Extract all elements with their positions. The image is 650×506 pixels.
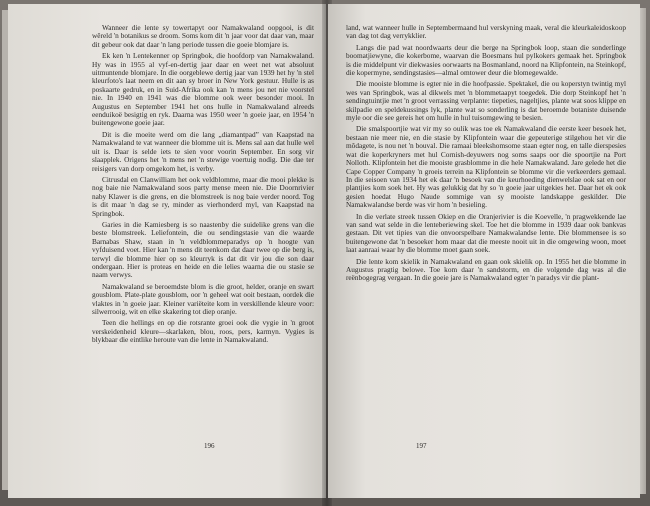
left-page (8, 4, 326, 498)
right-page (328, 4, 640, 498)
paragraph: Die smalspoortjie wat vir my so oulik was toe ek Namakwaland die eerste keer besoek het, bestaan nie meer nie, en die stasie by Klipfontein waar die gepeuterige stilgehou het vir die môdagete, is nou net 'n bouval. Die ramaai bleekshomsome staan egter nog, en talle dierspesies wat die koperkryners met hul Cornish-deyuwers nog soms saaps oor die spoortjie na Port Nolloth. Klipfontein het die mooiste grasblomme in die hele Namakwaland. Jare gelede het die Cape Copper Company 'n groeis terrein na Klipfontein se blomme vir die verkeerders gemaal. In die seisoen van 1934 het ek daar 'n besoek van die keurhoeding dienwelslae ook sat en oor plantjies kom soek het. Hy was gelukkig dat hy so 'n goeie jaar uitgekies het. Daar het ek ook gesien hoedat Hugo Naude sommige van sy mooiste landskappe geskilder. Die Namakwalandse berde was vir hom 'n besieling. (346, 124, 626, 210)
paragraph: land, wat wanneer hulle in Septembermaand hul verskyning maak, veral die kleurkaleidoskoop van dag tot dag verrykklier. (346, 23, 626, 41)
paragraph: Ek ken 'n Lentekenner op Springbok, die hoofdorp van Namakwaland. Hy was in 1955 al vyf-en-dertig jaar daar en weet net wat absoluut uitmuntende blomjare. In die oorgeblewe dertig jaar van 1939 het hy 'n stel kleurfoto's laat neem en dit aan sy broer in New York gestuur. Hulle is as poskaarte gedruk, en in Suid-Afrika ook kan 'n mens jou net nie voorstel nie. In 1940 en 1941 was die blomme ook weer besonder mooi. In Augustus en September 1941 het ons hulle in Namakwaland alreeds eenduikoë besigtig en ryk. Daarna was 1950 weer 'n goeie jaar, en 1954 'n buitengewone goeie jaar. (92, 51, 314, 128)
right-page-text (346, 24, 626, 283)
paragraph: In die verlate streek tussen Okiep en die Oranjerivier is die Koevelle, 'n pragwekkende lae van sand wat selde in die lenteberiewing skel. Toe het die blomme in 1939 daar ook bankvas gestaan. Dit vet tipies van die onvoorspelbare Namakwalandse lente. Die blommensee is so buitengewone dat 'n besoeker hom maar dat die meeste nooit uit in die omgewing woon, moet laat aanraai waar hy die blomme moet gaan soek. (346, 211, 626, 255)
page-number: 196 (204, 442, 215, 450)
paragraph: Garies in die Kamiesberg is so naastenby die suidelike grens van die beste blomstreek. Leliefontein, die ou sendingstasie van die waarde Barnabas Shaw, staan in 'n veldblommeparadys op 'n hoogte van vyfduisend voet. Hier kan 'n mens dit teenkom dat daar twee op die berg is, terwyl die blomme hier op so kleurryk is dat dit vir jou die son daar ondergaan. Hier is proteas en heide en die lelies waarna die ou stasie se naam verwys. (92, 219, 314, 280)
paragraph: Citrusdal en Clanwilliam het ook veldblomme, maar die mooi plekke is nog baie nie Namakwaland soos party mense meen nie. Die Doornrivier naby Klawer is die grens, en die blomstreek is nog baie verder noord. Tog is dit maar 'n dag se ry, minder as vierhonderd myl, van Kaapstad na Springbok. (92, 174, 314, 218)
paragraph: Namakwaland se beroemdste blom is die groot, helder, oranje en swart gousblom. Plate-plate gousblom, oor 'n geheel wat ooit bestaan, oordek die vlaktes in 'n goeie jaar. Kleiner variëteite kom in verskillende kleure voor: silwerrooig, wit en elke skakering tot diep oranje. (92, 281, 314, 316)
paragraph: Teen die hellings en op die rotsrante groei ook die vygie in 'n groot verskeidenheid kleure—skarlaken, blou, roos, pers, karmyn. Vygies is blykbaar die eintlike heroute van die lente in Namakwaland. (92, 318, 314, 345)
left-page-text (92, 24, 314, 345)
paragraph: Dit is die moeite werd om die lang „diamantpad” van Kaapstad na Namakwaland te vat wanneer die blomme uit is. Mens sal aan dat hulle wel uit is. Daar is selde iets te sien voor voorin September. En sorg vir slaapplek. Origens het 'n mens net 'n stewige voertuig nodig. Die dae ter reisigers van dorp omgekom het, is verby. (92, 129, 314, 173)
paragraph: Die lente kom skielik in Namakwaland en gaan ook skielik op. In 1955 het die blomme in Augustus pragtig belowe. Toe kom daar 'n sandstorm, en die volgende dag was al die reënbogegrag vergaan. In die goeie jare is Namakwaland egter 'n paradys vir die plant- (346, 256, 626, 283)
paragraph: Langs die pad wat noordwaarts deur die berge na Springbok loop, staan die sonderlinge boomatjiewyne, die kokerbome, waarvan die Boesmans hul pylkokers gemaak het. Springbok is die middelpunt vir diekwasies oorwaarts na Bosmanland, noord na Klipfontein, na Steinkopf, die kopermyne, sendingstasies—almal omtower deur die blomegewalde. (346, 42, 626, 78)
page-number: 197 (416, 442, 427, 450)
paragraph: Die mooiste blomme is egter nie in die hoofpassie. Spektakel, die ou koperstyn twintig myl wes van Springbok, was al dikwels met 'n blommetaapyt toegedek. Die dorp Steinkopf het 'n sendingtuintjie met 'n groot verrassing verplante: tiepeties, nageltjies, plante wat soos klippe en skilpadie en speldekussings lyk, plante wat so sonderling is dat beroemde botaniste duisende myle oor die see gereis het om hulle in hul tuisomgewing te besien. (346, 79, 626, 123)
paragraph: Wanneer die lente sy towertapyt oor Namakwaland oopgooi, is dit wêreld 'n botanikus se droom. Soms kom dit 'n jaar voor dat daar van, maar dit gebeur ook dat daar 'n lang periode tussen die goeie blomjare is. (92, 23, 314, 49)
